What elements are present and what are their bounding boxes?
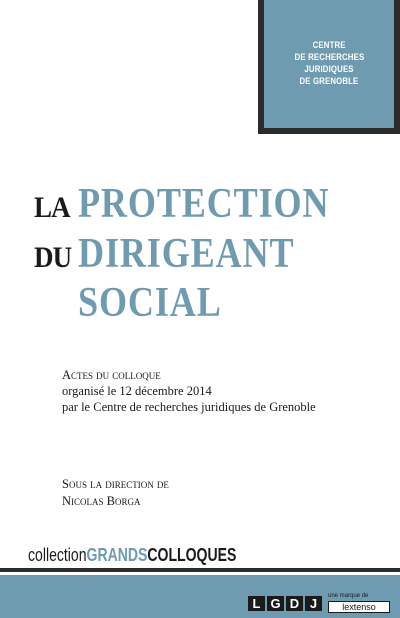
title-article: LA — [34, 191, 70, 224]
institution-badge-panel — [264, 0, 394, 128]
publisher-letter: J — [305, 596, 322, 611]
title-word: DIRIGEANT — [78, 231, 295, 277]
publisher-letter: G — [267, 596, 284, 611]
badge-line: JURIDIQUES — [304, 64, 354, 75]
collection-prefix: collection — [28, 545, 87, 565]
collection-grands: GRANDS — [86, 545, 148, 565]
collection-name — [28, 545, 236, 566]
footer-divider — [0, 568, 400, 572]
publisher-logo — [248, 596, 322, 611]
editor-block — [62, 476, 169, 510]
lextenso-logo: lextenso — [328, 601, 390, 613]
publisher-brand — [328, 593, 390, 613]
title-row — [34, 230, 330, 278]
proceedings-heading: Actes du colloque — [62, 368, 161, 382]
title-word: PROTECTION — [78, 181, 330, 227]
title-word: SOCIAL — [78, 280, 222, 326]
proceedings-organizer: par le Centre de recherches juridiques de Grenoble — [62, 400, 316, 414]
editor-name: Nicolas Borga — [62, 494, 141, 508]
title-article: DU — [34, 241, 72, 274]
publisher-letter: D — [286, 596, 303, 611]
badge-line: DE RECHERCHES — [294, 52, 364, 63]
proceedings-info — [62, 367, 316, 415]
publisher-tagline: une marque de — [328, 593, 369, 599]
editor-label: Sous la direction de — [62, 477, 169, 491]
publisher-letter: L — [248, 596, 265, 611]
title-row — [34, 279, 245, 327]
badge-line: CENTRE — [312, 40, 346, 51]
proceedings-date: organisé le 12 décembre 2014 — [62, 384, 212, 398]
badge-line: DE GRENOBLE — [299, 76, 359, 87]
collection-colloques: COLLOQUES — [147, 545, 237, 565]
title-row — [34, 180, 370, 228]
institution-badge — [258, 0, 400, 134]
